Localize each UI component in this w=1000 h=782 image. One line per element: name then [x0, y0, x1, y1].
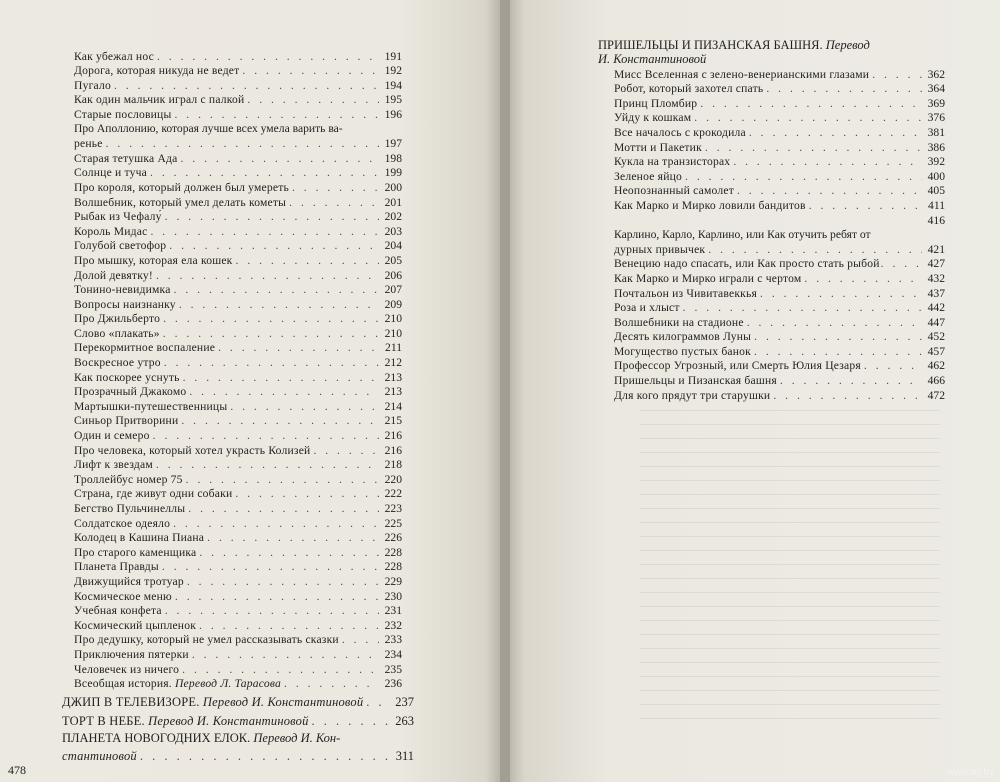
toc-entry: Учебная конфета . . . 231	[74, 604, 402, 619]
toc-entry: Пришельцы и Пизанская башня . . . 466	[614, 373, 945, 388]
toc-entry: Все началось с крокодила . . . 381	[614, 125, 945, 140]
toc-entry: Голубой светофор . . . 204	[74, 239, 402, 254]
toc-entry: Пугало . . . 194	[74, 78, 402, 93]
toc-entry: Солдатское одеяло . . . 225	[74, 516, 402, 531]
toc-entry: Космическое меню . . . 230	[74, 589, 402, 604]
toc-entry: Мотти и Пакетик . . . 386	[614, 140, 945, 155]
toc-entry: Лифт к звездам . . . 218	[74, 458, 402, 473]
toc-entry: Король Мидас . . . 203	[74, 224, 402, 239]
toc-entry: Робот, который захотел спать . . . 364	[614, 82, 945, 97]
toc-entry: Страна, где живут одни собаки . . . 222	[74, 487, 402, 502]
left-toc	[74, 49, 402, 691]
part-entry: ДЖИП В ТЕЛЕВИЗОРЕ. Перевод И. Константиновой . . . 237	[62, 690, 414, 709]
toc-entry: Мартышки-путешественницы . . . 214	[74, 399, 402, 414]
part-entry: ТОРТ В НЕБЕ. Перевод И. Константиновой . . . 263	[62, 709, 414, 728]
toc-entry: Прозрачный Джакомо . . . 213	[74, 385, 402, 400]
toc-entry: Про дедушку, который не умел рассказывать сказки . . . 233	[74, 633, 402, 648]
translator-credit: Перевод И. Константиновой	[202, 695, 364, 709]
toc-entry-line1: Про Аполлонию, которая лучше всех умела варить ва-	[74, 121, 343, 135]
toc-entry: Для кого прядут три старушки . . . 472	[614, 388, 945, 403]
toc-entry: Человечек из ничего . . . 235	[74, 662, 402, 677]
toc-entry: Про человека, который хотел украсть Колизей . . . 216	[74, 443, 402, 458]
left-part-headings	[62, 690, 414, 763]
toc-entry: Могущество пустых банок . . . 457	[614, 344, 945, 359]
watermark: www.ay.by	[946, 767, 994, 778]
part-entry: стантиновой . . . 311	[62, 747, 414, 763]
toc-entry: Про старого каменщика . . . 228	[74, 545, 402, 560]
toc-entry: Всеобщая история. Перевод Л. Тарасова . . . 236	[74, 677, 402, 692]
toc-entry: Старая тетушка Ада . . . 198	[74, 151, 402, 166]
toc-entry: Мисс Вселенная с зелено-венерианскими глазами . . . 362	[614, 67, 945, 82]
part-entry-line1	[62, 731, 414, 747]
toc-entry: Старые пословицы . . . 196	[74, 107, 402, 122]
toc-entry: Как один мальчик играл с палкой . . . 195	[74, 93, 402, 108]
toc-entry: ренье . . . 197	[74, 137, 402, 152]
toc-entry: Планета Правды . . . 228	[74, 560, 402, 575]
book-gutter	[500, 0, 510, 782]
toc-entry: Тонино-невидимка . . . 207	[74, 283, 402, 298]
toc-entry-line1: Карлино, Карло, Карлино, или Как отучить ребят от	[614, 227, 871, 241]
toc-entry: Приключения пятерки . . . 234	[74, 647, 402, 662]
translator-credit: Перевод Л. Тарасова	[174, 677, 282, 691]
toc-entry: Профессор Угрозный, или Смерть Юлия Цезаря . . . 462	[614, 359, 945, 374]
toc-entry: Про Джильберто . . . 210	[74, 312, 402, 327]
toc-entry: Дорога, которая никуда не ведет . . . 192	[74, 64, 402, 79]
translator-credit: Перевод	[825, 38, 870, 52]
translator-credit: И. Константиновой	[598, 52, 707, 66]
toc-entry: Волшебник, который умел делать кометы . . . 201	[74, 195, 402, 210]
toc-entry: Как Марко и Мирко играли с чертом . . . 432	[614, 271, 945, 286]
page-number: 478	[8, 763, 26, 777]
right-part-heading	[598, 38, 950, 66]
toc-entry: Бегство Пульчинеллы . . . 223	[74, 501, 402, 516]
toc-entry: Про короля, который должен был умереть . . . 200	[74, 180, 402, 195]
toc-entry: Троллейбус номер 75 . . . 220	[74, 472, 402, 487]
toc-entry: Венецию надо спасать, или Как просто стать рыбой . . . 427	[614, 257, 945, 272]
translator-credit: Перевод И. Константиновой	[148, 714, 309, 728]
toc-entry: Принц Пломбир . . . 369	[614, 96, 945, 111]
toc-entry: Десять килограммов Луны . . . 452	[614, 330, 945, 345]
toc-entry: Перекормитное воспаление . . . 211	[74, 341, 402, 356]
toc-entry: Долой девятку! . . . 206	[74, 268, 402, 283]
toc-entry: Слово «плакать» . . . 210	[74, 326, 402, 341]
toc-entry: Как убежал нос . . . 191	[74, 49, 402, 64]
toc-entry: Волшебники на стадионе . . . 447	[614, 315, 945, 330]
toc-entry: Кукла на транзисторах . . . 392	[614, 155, 945, 170]
toc-entry: Как Марко и Мирко ловили бандитов . . . 411	[614, 198, 945, 213]
toc-entry: Движущийся тротуар . . . 229	[74, 574, 402, 589]
toc-entry: Вопросы наизнанку . . . 209	[74, 297, 402, 312]
part-title: ПРИШЕЛЬЦЫ И ПИЗАНСКАЯ БАШНЯ.	[598, 38, 823, 52]
toc-entry: Рыбак из Чефалу́ . . . 202	[74, 210, 402, 225]
toc-entry: Роза и хлыст . . . 442	[614, 301, 945, 316]
toc-entry: Про мышку, которая ела кошек . . . 205	[74, 253, 402, 268]
toc-entry: Уйду к кошкам . . . 376	[614, 111, 945, 126]
translator-credit: стантиновой	[62, 749, 137, 763]
toc-entry: дурных привычек . . . 421	[614, 242, 945, 257]
toc-entry: Как поскорее уснуть . . . 213	[74, 370, 402, 385]
toc-entry: Солнце и туча . . . 199	[74, 166, 402, 181]
right-toc	[614, 67, 945, 403]
toc-entry: Неопознанный самолет . . . 405	[614, 184, 945, 199]
toc-entry: Зеленое яйцо . . . 400	[614, 169, 945, 184]
show-through-text	[640, 410, 940, 730]
toc-entry: Колодец в Кашина Пиана . . . 226	[74, 531, 402, 546]
toc-entry: Воскресное утро . . . 212	[74, 355, 402, 370]
toc-entry-page-only: 416	[927, 213, 945, 227]
toc-entry: Синьор Притворини . . . 215	[74, 414, 402, 429]
part-title: ТОРТ В НЕБЕ.	[62, 714, 145, 728]
part-title: ДЖИП В ТЕЛЕВИЗОРЕ.	[62, 695, 200, 709]
toc-entry: Космический цыпленок . . . 232	[74, 618, 402, 633]
part-title: ПЛАНЕТА НОВОГОДНИХ ЕЛОК.	[62, 731, 251, 745]
toc-entry: Почтальон из Чивитавеккья . . . 437	[614, 286, 945, 301]
translator-credit: Перевод И. Кон-	[253, 731, 341, 745]
toc-entry: Один и семеро . . . 216	[74, 428, 402, 443]
